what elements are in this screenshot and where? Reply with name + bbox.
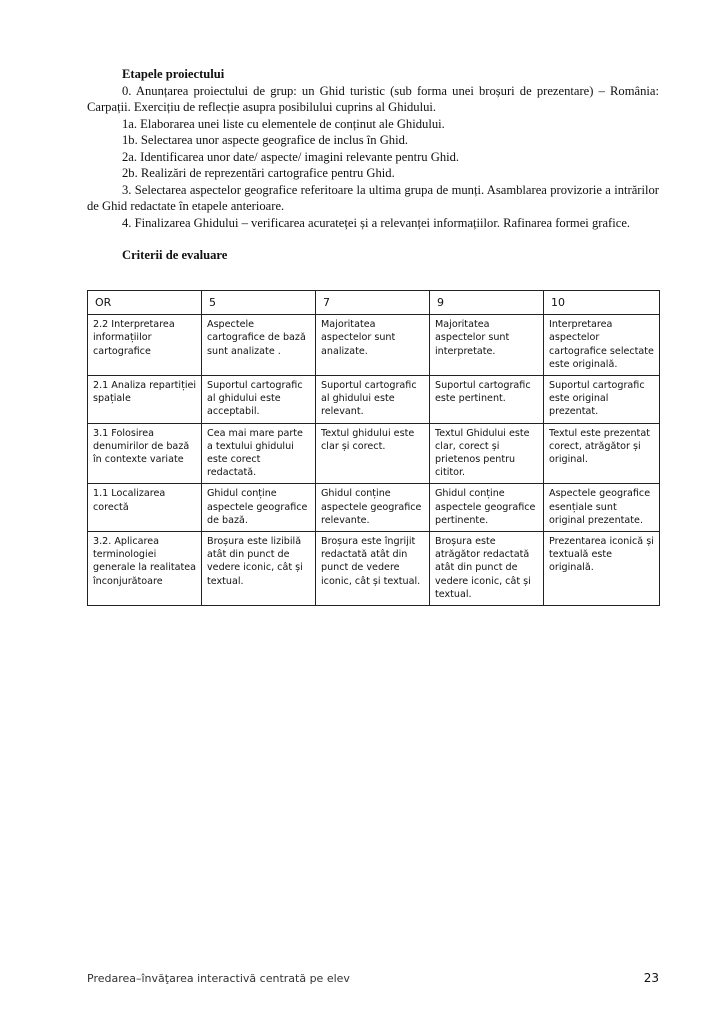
table-row xyxy=(88,423,660,484)
criteria-heading: Criterii de evaluare xyxy=(122,248,228,262)
project-steps xyxy=(87,66,659,264)
table-cell: Suportul cartografic al ghidului este relevant. xyxy=(316,376,430,424)
table-cell: Textul ghidului este clar și corect. xyxy=(316,423,430,484)
table-cell: Aspectele cartografice de bază sunt analizate . xyxy=(202,315,316,376)
table-cell: 3.2. Aplicarea terminologiei generale la realitatea înconjurătoare xyxy=(88,532,202,606)
page-number: 23 xyxy=(643,971,659,985)
table-cell: Ghidul conține aspectele geografice relevante. xyxy=(316,484,430,532)
table-header-row xyxy=(88,291,660,315)
table-cell: 3.1 Folosirea denumirilor de bază în contexte variate xyxy=(88,423,202,484)
header-9: 9 xyxy=(430,291,544,315)
table-cell: 2.2 Interpretarea informațiilor cartografice xyxy=(88,315,202,376)
header-5: 5 xyxy=(202,291,316,315)
header-or: OR xyxy=(88,291,202,315)
step-4: 4. Finalizarea Ghidului – verificarea acurateței și a relevanței informațiilor. Rafinarea formei grafice. xyxy=(122,215,631,230)
footer-title: Predarea–învăţarea interactivă centrată pe elev xyxy=(87,972,350,985)
table-row xyxy=(88,484,660,532)
table-cell: Textul este prezentat corect, atrăgător și original. xyxy=(544,423,660,484)
table-cell: Broșura este lizibilă atât din punct de vedere iconic, cât și textual. xyxy=(202,532,316,606)
header-10: 10 xyxy=(544,291,660,315)
table-cell: Majoritatea aspectelor sunt interpretate. xyxy=(430,315,544,376)
table-cell: Aspectele geografice esențiale sunt original prezentate. xyxy=(544,484,660,532)
table-cell: 2.1 Analiza repartiției spațiale xyxy=(88,376,202,424)
step-1b: 1b. Selectarea unor aspecte geografice de inclus în Ghid. xyxy=(122,133,409,147)
table-cell: 1.1 Localizarea corectă xyxy=(88,484,202,532)
table-cell: Broșura este atrăgător redactată atât din punct de vedere iconic, cât și textual. xyxy=(430,532,544,606)
evaluation-criteria-table xyxy=(87,290,660,606)
table-cell: Textul Ghidului este clar, corect și prietenos pentru cititor. xyxy=(430,423,544,484)
step-3: 3. Selectarea aspectelor geografice referitoare la ultima grupa de munți. Asamblarea provizorie a intrărilor de Ghid redactate în etapele anterioare. xyxy=(87,182,659,213)
table-cell: Broșura este îngrijit redactată atât din punct de vedere iconic, cât și textual. xyxy=(316,532,430,606)
table-cell: Suportul cartografic al ghidului este acceptabil. xyxy=(202,376,316,424)
table-row xyxy=(88,532,660,606)
table-cell: Suportul cartografic este original prezentat. xyxy=(544,376,660,424)
table-cell: Cea mai mare parte a textului ghidului este corect redactată. xyxy=(202,423,316,484)
table-cell: Ghidul conține aspectele geografice pertinente. xyxy=(430,484,544,532)
step-0: 0. Anunțarea proiectului de grup: un Ghid turistic (sub forma unei broșuri de prezentare) – România: Carpații. Exercițiu de reflecție asupra posibilului cuprins al Ghidului. xyxy=(87,83,659,114)
table-row xyxy=(88,315,660,376)
step-1a: 1a. Elaborarea unei liste cu elementele de conținut ale Ghidului. xyxy=(122,116,445,131)
header-7: 7 xyxy=(316,291,430,315)
table-cell: Ghidul conține aspectele geografice de bază. xyxy=(202,484,316,532)
table-cell: Interpretarea aspectelor cartografice selectate este originală. xyxy=(544,315,660,376)
step-2a: 2a. Identificarea unor date/ aspecte/ imagini relevante pentru Ghid. xyxy=(122,149,460,164)
step-2b: 2b. Realizări de reprezentări cartografice pentru Ghid. xyxy=(122,166,395,180)
table-cell: Suportul cartografic este pertinent. xyxy=(430,376,544,424)
table-cell: Prezentarea iconică și textuală este originală. xyxy=(544,532,660,606)
steps-heading: Etapele proiectului xyxy=(122,67,225,81)
table-row xyxy=(88,376,660,424)
table-cell: Majoritatea aspectelor sunt analizate. xyxy=(316,315,430,376)
